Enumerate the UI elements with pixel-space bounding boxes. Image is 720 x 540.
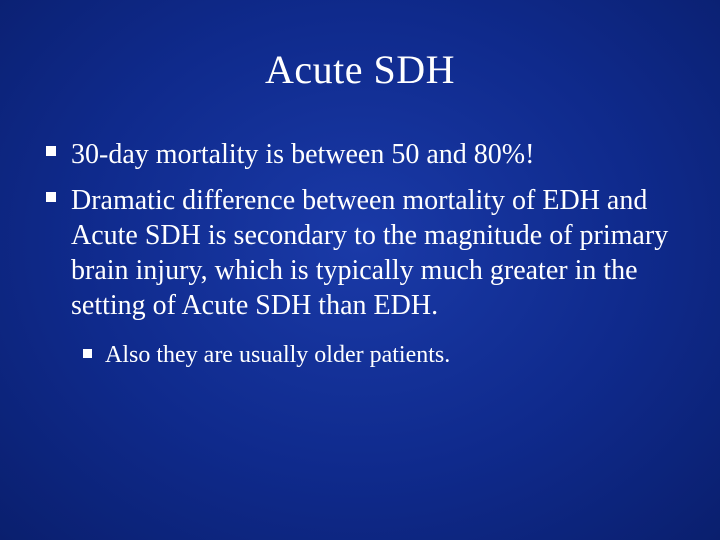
bullet-text: 30-day mortality is between 50 and 80%! — [71, 139, 535, 170]
bullet-text: Dramatic difference between mortality of EDH and Acute SDH is secondary to the magnitude of primary brain injury, which is typically much greater in the setting of Acute SDH than EDH. — [71, 185, 669, 321]
square-bullet-icon — [83, 349, 92, 358]
sub-bullet-text: Also they are usually older patients. — [105, 342, 451, 368]
slide-title: Acute SDH — [264, 47, 456, 92]
square-bullet-icon — [46, 146, 56, 156]
square-bullet-icon — [46, 192, 56, 202]
